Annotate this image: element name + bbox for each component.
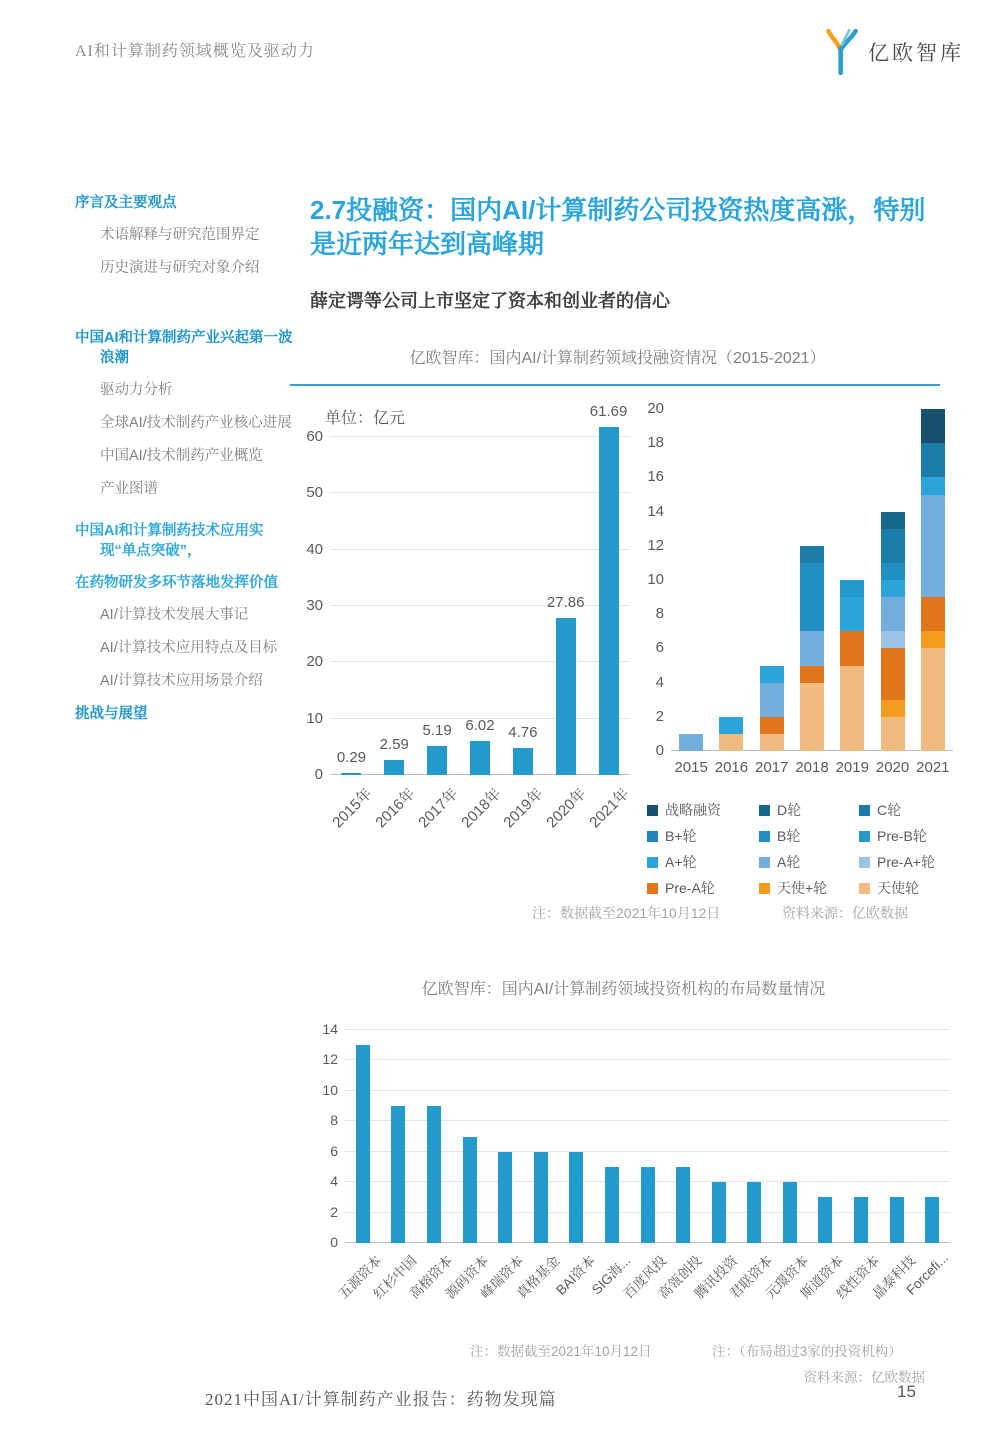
bar [890, 1197, 904, 1243]
grid-line [330, 492, 630, 493]
bar [854, 1197, 868, 1243]
y-tick-label: 40 [306, 540, 323, 558]
stacked-bar-segment [921, 443, 945, 477]
stacked-bar-segment [800, 546, 824, 563]
bar [427, 746, 447, 775]
x-tick-label: 2020 [875, 759, 910, 776]
y-tick-label: 18 [647, 434, 664, 452]
stacked-bar-segment [840, 580, 864, 597]
legend-label: Pre-A轮 [665, 880, 715, 896]
bar [534, 1152, 548, 1243]
legend-swatch [759, 805, 770, 816]
sidebar-section-title[interactable]: 在药物研发多环节落地发挥价值 [75, 575, 278, 591]
bar [605, 1167, 619, 1243]
sidebar-item[interactable]: 历史演进与研究对象介绍 [100, 260, 260, 276]
y-tick-label: 20 [306, 653, 323, 671]
stacked-bar-segment [760, 717, 784, 734]
brand-logo [822, 28, 964, 76]
y-tick-label: 10 [322, 1081, 338, 1098]
stacked-bar-segment [881, 717, 905, 751]
sidebar-item[interactable]: AI/计算技术应用特点及目标 [100, 640, 278, 656]
x-tick-label: 2021 [916, 759, 950, 776]
bar [641, 1167, 655, 1243]
legend-label: Pre-A+轮 [877, 854, 935, 870]
legend-swatch [759, 883, 770, 894]
chart1-source: 资料来源：亿欧数据 [782, 905, 908, 921]
stacked-bar-segment [840, 666, 864, 752]
stacked-bar-segment [719, 717, 743, 734]
grid-line [345, 1059, 950, 1060]
legend-label: A+轮 [665, 854, 697, 870]
legend-swatch [647, 883, 658, 894]
legend-item [759, 878, 859, 898]
legend-item [647, 826, 759, 846]
x-tick-label: 2017 [755, 759, 789, 776]
y-tick-label: 60 [306, 428, 323, 445]
page-subtitle: 薛定谔等公司上市坚定了资本和创业者的信心 [310, 291, 670, 311]
x-tick-label: 2015 [674, 759, 708, 776]
stacked-bar-segment [921, 477, 945, 494]
stacked-bar-segment [921, 409, 945, 443]
legend-item [647, 878, 759, 898]
stacked-bar-segment [881, 580, 905, 597]
chart1-note: 注：数据截至2021年10月12日 [532, 905, 721, 921]
rounds-legend [647, 800, 935, 898]
legend-item [859, 826, 935, 846]
document-header-title: AI和计算制药领域概览及驱动力 [75, 43, 315, 60]
logo-text: 亿欧智库 [868, 42, 964, 65]
bar-value-label: 27.86 [546, 594, 585, 612]
sidebar-section-title[interactable]: 挑战与展望 [75, 706, 148, 722]
legend-swatch [759, 857, 770, 868]
y-tick-label: 12 [322, 1051, 338, 1068]
grid-line [330, 436, 630, 437]
bar [712, 1182, 726, 1243]
sidebar-item[interactable]: 术语解释与研究范围界定 [100, 227, 260, 243]
stacked-bar-segment [760, 666, 784, 683]
footer-page-number: 15 [897, 1382, 916, 1401]
stacked-bar-segment [679, 734, 703, 751]
x-tick-label: 2016 [714, 759, 749, 776]
bar [783, 1182, 797, 1243]
stacked-bar-segment [800, 563, 824, 631]
y-tick-label: 10 [647, 571, 664, 588]
stacked-bar-segment [921, 495, 945, 598]
stacked-bar-segment [921, 648, 945, 751]
bar [569, 1152, 583, 1243]
legend-item [759, 852, 859, 872]
funding-rounds-stacked-chart [645, 393, 957, 896]
title-divider-line [290, 384, 940, 386]
y-tick-label: 4 [330, 1173, 338, 1190]
unit-label: 单位：亿元 [325, 410, 406, 427]
bar-value-label: 4.76 [508, 724, 538, 742]
sidebar-section-title[interactable]: 中国AI和计算制药技术应用实现“单点突破”， [75, 523, 264, 559]
legend-label: Pre-B轮 [877, 828, 927, 844]
page-title: 2.7投融资：国内AI/计算制药公司投资热度高涨，特别是近两年达到高峰期 [310, 195, 926, 260]
y-tick-label: 12 [647, 536, 664, 554]
chart2-source: 资料来源：亿欧数据 [803, 1370, 925, 1385]
stacked-bar-segment [760, 734, 784, 751]
legend-label: B轮 [777, 828, 801, 844]
legend-item [647, 800, 759, 820]
footer-report-title: 2021中国AI/计算制药产业报告：药物发现篇 [205, 1390, 557, 1409]
stacked-bar-segment [840, 631, 864, 665]
sidebar-item[interactable]: 产业图谱 [100, 481, 158, 497]
bar [818, 1197, 832, 1243]
bar [463, 1137, 477, 1244]
chart1-title: 亿欧智库：国内AI/计算制药领域投融资情况（2015-2021） [409, 350, 826, 367]
y-tick-label: 14 [647, 502, 664, 520]
x-tick-label: 2018 [795, 759, 829, 776]
bar [356, 1045, 370, 1243]
chart2-note-1: 注：数据截至2021年10月12日 [470, 1344, 652, 1359]
legend-swatch [859, 805, 870, 816]
grid-line [345, 1090, 950, 1091]
legend-swatch [859, 857, 870, 868]
legend-label: 战略融资 [665, 802, 721, 818]
grid-line [330, 661, 630, 662]
y-tick-label: 16 [647, 468, 664, 486]
bar [513, 748, 533, 775]
x-tick-label: 2019 [835, 759, 869, 776]
bar [384, 760, 404, 775]
legend-label: D轮 [777, 802, 802, 818]
stacked-bar-segment [881, 512, 905, 529]
legend-swatch [759, 831, 770, 842]
plot-area [345, 1030, 950, 1243]
chart2-title: 亿欧智库：国内AI/计算制药领域投资机构的布局数量情况 [421, 981, 826, 998]
legend-item [859, 800, 935, 820]
stacked-bar-segment [800, 666, 824, 683]
bar-value-label: 6.02 [465, 717, 495, 735]
bar [427, 1106, 441, 1243]
legend-item [859, 852, 935, 872]
legend-label: A轮 [777, 854, 801, 870]
stacked-bar-segment [881, 648, 905, 699]
y-tick-label: 20 [647, 400, 664, 417]
stacked-bar-segment [760, 683, 784, 717]
bar [498, 1152, 512, 1243]
plot-area [671, 409, 953, 751]
legend-swatch [647, 831, 658, 842]
legend-label: B+轮 [665, 828, 697, 844]
bar [747, 1182, 761, 1243]
funding-amount-bar-chart: 单位：亿元 0 10 20 30 40 50 60 0.29 2015年 2.59 2016年 5.19 2017年 6.02 2018年 4.76 2019年 27.86 2020年 61.69 2021年 [295, 393, 640, 863]
y-tick-label: 8 [655, 605, 664, 623]
stacked-bar-segment [800, 683, 824, 751]
stacked-bar-segment [921, 597, 945, 631]
sidebar-item[interactable]: 全球AI/技术制药产业核心进展 [100, 415, 292, 431]
sidebar-item[interactable]: 驱动力分析 [100, 382, 173, 398]
bar-value-label: 5.19 [422, 721, 452, 739]
stacked-bar-segment [881, 597, 905, 631]
legend-label: 天使轮 [877, 880, 919, 896]
y-tick-label: 2 [655, 707, 664, 725]
sidebar-item[interactable]: 中国AI/技术制药产业概览 [100, 448, 263, 464]
bar-value-label: 61.69 [589, 403, 628, 421]
grid-line [330, 549, 630, 550]
stacked-bar-segment [881, 563, 905, 580]
bar [599, 427, 619, 775]
bar [925, 1197, 939, 1243]
stacked-bar-segment [800, 631, 824, 665]
y-tick-label: 30 [306, 597, 323, 614]
sidebar-section-title[interactable]: 中国AI和计算制药产业兴起第一波浪潮 [75, 330, 293, 366]
sidebar-item[interactable]: AI/计算技术发展大事记 [100, 607, 249, 623]
bar-value-label: 2.59 [379, 736, 409, 754]
legend-swatch [647, 805, 658, 816]
y-tick-label: 50 [306, 484, 323, 502]
sidebar-item[interactable]: AI/计算技术应用场景介绍 [100, 673, 263, 689]
legend-swatch [859, 831, 870, 842]
chart2-note-2: 注：（布局超过3家的投资机构） [712, 1344, 902, 1359]
y-tick-label: 14 [322, 1021, 338, 1037]
bar [676, 1167, 690, 1243]
stacked-bar-segment [881, 631, 905, 648]
y-tick-label: 0 [655, 742, 664, 759]
legend-item [859, 878, 935, 898]
stacked-bar-segment [881, 529, 905, 563]
sidebar-section-title[interactable]: 序言及主要观点 [75, 195, 177, 211]
bar [341, 773, 361, 775]
y-tick-label: 6 [655, 639, 664, 657]
grid-line [345, 1029, 950, 1030]
bar [556, 618, 576, 775]
y-tick-label: 8 [330, 1112, 338, 1129]
bar [470, 741, 490, 775]
bar-value-label: 0.29 [336, 749, 367, 767]
stacked-bar-segment [881, 700, 905, 717]
y-tick-label: 0 [314, 766, 323, 783]
stacked-bar-segment [719, 734, 743, 751]
y-tick-label: 4 [655, 673, 664, 691]
grid-line [330, 605, 630, 606]
legend-item [759, 800, 859, 820]
investor-count-bar-chart: 注：数据截至2021年10月12日 注：（布局超过3家的投资机构） 资料来源：亿欧数据 0 2 4 6 8 10 12 14 五源资本 红杉中国 高榕资本 源码资本 峰瑞资本 真格基金 BAI资本 SIG海... 百度风投 高瓴创投 腾讯投资 君联资本 元璟资本 斯道资本 线性资本 晶泰科技 Forcefi... [290, 968, 957, 1398]
bar [391, 1106, 405, 1243]
legend-item [759, 826, 859, 846]
legend-item [647, 852, 759, 872]
legend-label: 天使+轮 [777, 880, 828, 896]
sidebar [75, 193, 293, 736]
stacked-bar-segment [840, 597, 864, 631]
y-tick-label: 6 [330, 1142, 338, 1159]
legend-label: C轮 [877, 802, 902, 818]
y-tick-label: 10 [306, 709, 323, 727]
y-tick-label: 2 [330, 1203, 338, 1220]
legend-swatch [859, 883, 870, 894]
legend-swatch [647, 857, 658, 868]
logo-mark-icon [822, 28, 862, 76]
stacked-bar-segment [921, 631, 945, 648]
y-tick-label: 0 [330, 1234, 338, 1250]
